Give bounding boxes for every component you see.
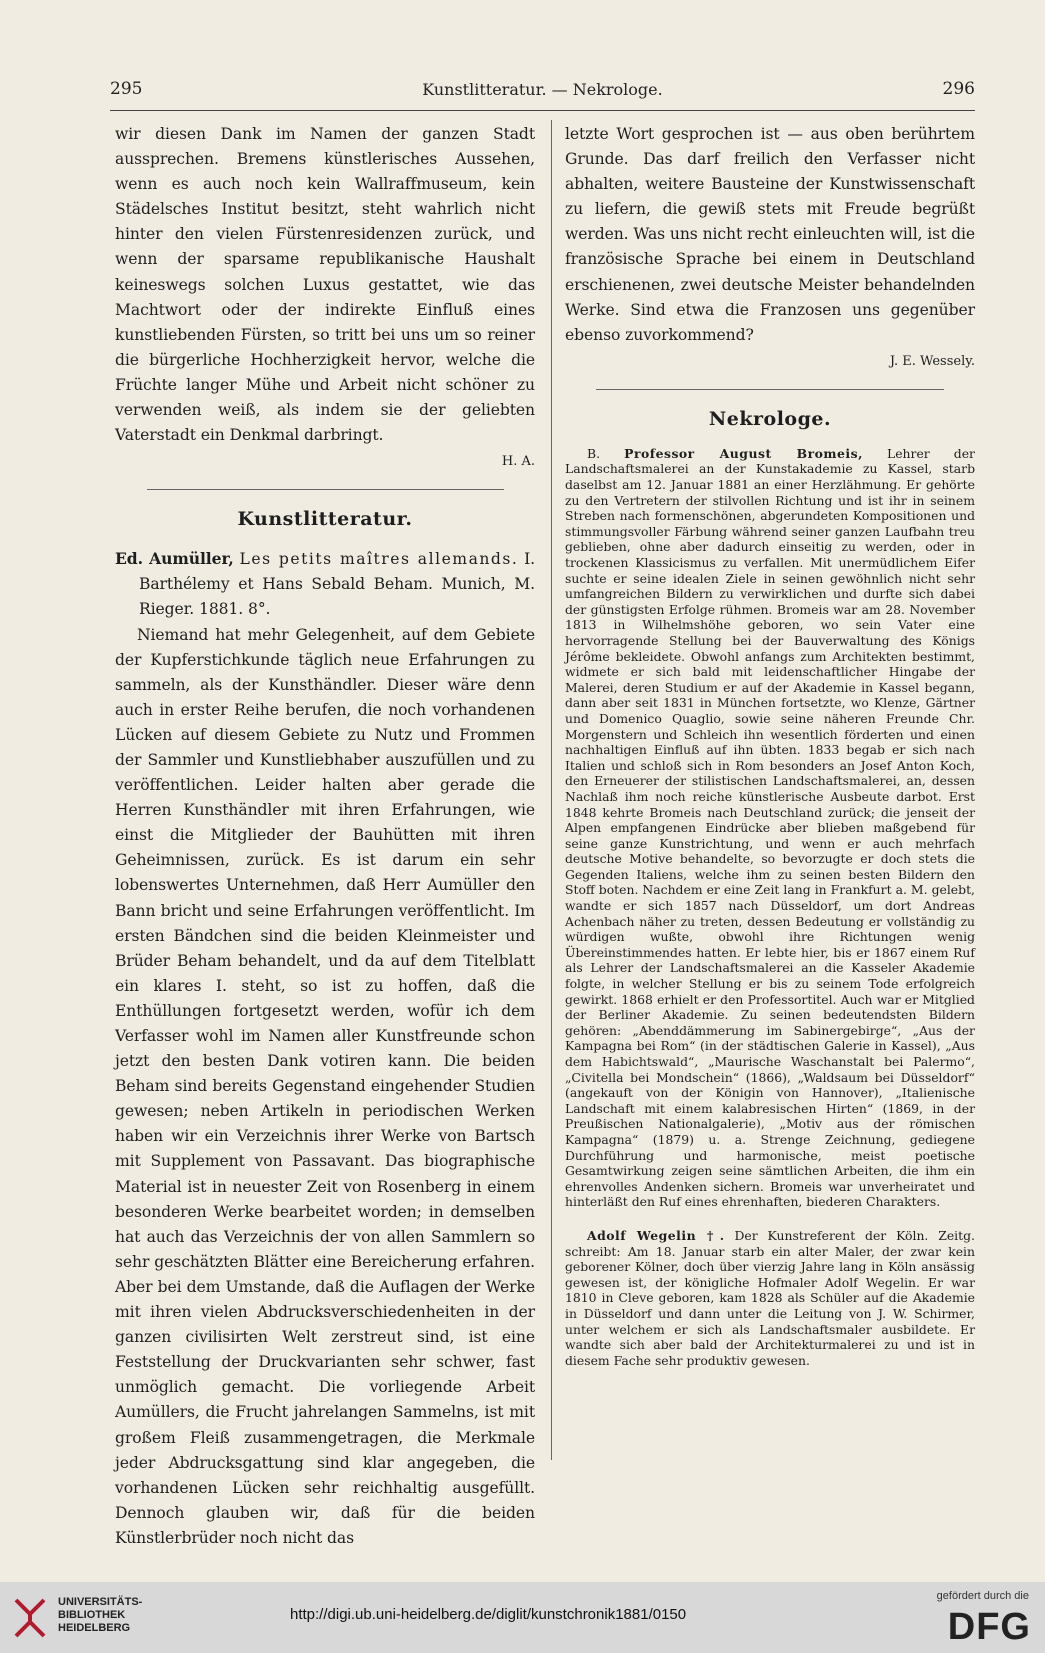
page-number-right: 296 (942, 79, 975, 99)
section-title-nekrologe: Nekrologe. (708, 407, 832, 430)
bib-author: Ed. Aumüller, (115, 549, 234, 569)
left-signature: H. A. (501, 454, 535, 470)
library-name-line-1: UNIVERSITÄTS- (58, 1596, 143, 1608)
left-column (115, 122, 535, 1551)
left-paragraph-1: wir diesen Dank im Namen der ganzen Stadt aussprechen. Bremens künstlerisches Aussehen, wenn es auch noch kein Wallraffmuseum, kein Städelsches Institut besitzt, steht wahrlich nicht hinter den vielen Fürstenresidenzen zurück, und wenn der sparsame republikanische Haushalt keineswegs solchen Luxus gestattet, wie das Machtwort oder der indirekte Einfluß eines kunstliebenden Fürsten, so tritt bei uns um so reiner die bürgerliche Hochherzigkeit hervor, welche die Früchte langer Mühe und Arbeit nicht schöner zu verwenden weiß, als indem sie der geliebten Vaterstadt ein Denkmal darbringt. (115, 125, 535, 445)
left-paragraph-2: Niemand hat mehr Gelegenheit, auf dem Gebiete der Kupferstichkunde täglich neue Erfahrungen zu sammeln, als der Kunsthändler. Dieser wäre denn auch in erster Reihe berufen, die noch vorhandenen Lücken auf diesem Gebiete zu Nutz und Frommen der Sammler und Kunstliebhaber auszufüllen und zu veröffentlichen. Leider halten aber gerade die Herren Kunsthändler mit ihren Erfahrungen, wie einst die Mitglieder der Bauhütten mit ihren Geheimnissen, zurück. Es ist darum ein sehr lobenswertes Unternehmen, daß Herr Aumüller den Bann bricht und seine Erfahrungen veröffentlicht. Im ersten Bändchen sind die beiden Kleinmeister und Brüder Beham behandelt, und da auf dem Titelblatt ein klares I. steht, so ist zu hoffen, daß die Enthüllungen fortgesetzt werden, wofür ich dem Verfasser wohl im Namen aller Kunstfreunde schon jetzt den besten Dank votiren kann. Die beiden Beham sind bereits Gegenstand eingehender Studien gewesen; neben Artikeln in periodischen Werken haben wir ein Verzeichnis ihrer Werke von Bartsch mit Supplement von Passavant. Das biographische Material ist in neuester Zeit von Rosenberg in einem besonderen Werke bearbeitet worden; in demselben hat auch das Verzeichnis der von allen Sammlern so sehr geschätzten Blätter eine Bereicherung erfahren. Aber bei dem Umstande, daß die Auflagen der Werke mit ihren vielen Abdrucksverschiedenheiten in der ganzen civilisirten Welt zerstreut sind, ist eine Feststellung der Druckvarianten sehr schwer, fast unmöglich gemacht. Die vorliegende Arbeit Aumüllers, die Frucht jahrelangen Sammelns, ist mit großem Fleiß zusammengetragen, die Merkmale jeder Abdrucksgattung sind klar angegeben, die vorhandenen Lücken sehr reichhaltig ausgefüllt. Dennoch glauben wir, daß für die beiden Künstlerbrüder noch nicht das (115, 625, 535, 1547)
right-paragraph-1: letzte Wort gesprochen ist — aus oben berührtem Grunde. Das darf freilich den Verfasser nicht abhalten, weitere Bausteine der Kunstwissenschaft zu liefern, die gewiß stets mit Freude begrüßt werden. Was uns nicht recht einleuchten will, ist die französische Sprache bei einem in Deutschland erschienenen, zwei deutsche Meister behandelnden Werke. Sind etwa die Franzosen uns gegenüber ebenso zuvorkommend? (565, 125, 976, 344)
obituary-name-bromeis: Professor August Bromeis, (624, 445, 863, 461)
running-title: Kunstlitteratur. — Nekrologe. (422, 79, 663, 99)
bibliography-entry (115, 546, 535, 622)
permalink-url[interactable]: http://digi.ub.uni-heidelberg.de/diglit/kunstchronik1881/0150 (290, 1606, 687, 1623)
obituary-text-bromeis: Lehrer der Landschaftsmalerei an der Kunstakademie zu Kassel, starb daselbst am 12. Januar 1881 an einer Herzlähmung. Er gehörte zu den Vertretern der stilvollen Richtung und ist ihr in seinem Streben nach formenschönen, abgerundeten Kompositionen und stimmungsvoller Färbung während seiner ganzen Laufbahn treu geblieben, ohne aber dadurch einseitig zu werden, oder in trockenen Klassicismus zu verfallen. Mit unermüdlichem Eifer suchte er seine idealen Ziele in seinen gewöhnlich nicht sehr umfangreichen Bildern zu verwirklichen und durfte sich dabei der günstigsten Erfolge rühmen. Bromeis war am 28. November 1813 in Wilhelmshöhe geboren, wo sein Vater eine hervorragende Stellung bei der Bauverwaltung des Königs Jérôme bekleidete. Obwohl anfangs zum Architekten bestimmt, widmete er sich bald mit leidenschaftlicher Hingabe der Malerei, deren Studium er auf der Akademie in Kassel begann, dann aber seit 1831 in München fortsetzte, wo Klenze, Gärtner und Domenico Quaglio, sowie seine näheren Freunde Chr. Morgenstern und Schleich ihn wesentlich förderten und einen nachhaltigen Einfluß auf ihn übten. 1833 begab er sich nach Italien und schloß sich in Rom besonders an Josef Anton Koch, den Erneuerer der stilistischen Landschaftsmalerei, an, dessen Nachlaß ihm noch reiche künstlerische Ausbeute darbot. Erst 1848 kehrte Bromeis nach Deutschland zurück; die jenseit der Alpen empfangenen Eindrücke aber blieben maßgebend für seine ganze Kunstrichtung, und wenn er auch mehrfach deutsche Motive behandelte, so bevorzugte er doch stets die Gegenden Italiens, welche ihm zu seinen besten Bildern den Stoff boten. Nachdem er eine Zeit lang in Frankfurt a. M. gelebt, wandte er sich 1857 nach Düsseldorf, um dort Andreas Achenbach näher zu treten, dessen Bedeutung er vollständig zu würdigen wußte, obwohl ihre Richtungen wenig Übereinstimmendes hatten. Er lebte hier, bis er 1867 einem Ruf als Lehrer der Landschaftsmalerei an die Kasseler Akademie folgte, in welcher Stellung er bis zu seinem Tode erfolgreich gewirkt. 1868 erhielt er den Professortitel. Auch war er Mitglied der Berliner Akademie. Zu seinen bedeutendsten Bildern gehören: „Abenddämmerung im Sabinergebirge“, „Aus der Kampagna bei Rom“ (in der städtischen Galerie in Kassel), „Aus dem Habichtswald“, „Maurische Waschanstalt bei Palermo“, „Civitella bei Mondschein“ (1866), „Waldsaum bei Düsseldorf“ (angekauft von der Königin von Hannover), „Italienische Landschaft mit einem kalabresischen Hirten“ (1869, in der Preußischen Nationalgalerie), „Motiv aus der römischen Kampagna“ (1879) u. a. Strenge Zeichnung, gediegene Durchführung und harmonische, meist poetische Gesamtwirkung zeigen seine sämtlichen Arbeiten, die ihm ein ehrenvolles Andenken sichern. Bromeis war unverheiratet und hinterläßt den Ruf eines ehrenhaften, biederen Charakters. (565, 445, 975, 1210)
library-name (58, 1596, 142, 1635)
column-divider (551, 120, 552, 1460)
dfg-logo: DFG (947, 1606, 1031, 1648)
obituary-bromeis (565, 446, 975, 1210)
obituary-initial: B. (587, 445, 601, 461)
running-header (110, 74, 975, 104)
obituary-wegelin (565, 1228, 975, 1368)
obituary-divider (565, 1210, 975, 1228)
library-name-line-2: BIBLIOTHEK (58, 1609, 126, 1621)
right-signature: J. E. Wessely. (889, 353, 975, 369)
funding-label: gefördert durch die (936, 1590, 1029, 1602)
university-logo-icon (10, 1596, 50, 1640)
section-title-kunstlitteratur: Kunstlitteratur. (237, 508, 413, 531)
section-divider (147, 489, 504, 490)
page-number-left: 295 (110, 79, 143, 99)
obituary-text-wegelin: Der Kunstreferent der Köln. Zeitg. schreibt: Am 18. Januar starb ein alter Maler, der zwar kein geborener Kölner, doch über vierzig Jahre lang in Köln ansässig gewesen ist, der königliche Hofmaler Adolf Wegelin. Er war 1810 in Cleve geboren, kam 1828 als Schüler auf die Akademie in Düsseldorf und dann unter die Leitung von J. W. Schirmer, unter welchem er sich als Landschaftsmaler ausbildete. Er wandte sich aber bald der Architekturmalerei zu und ist in diesem Fache sehr produktiv gewesen. (565, 1227, 975, 1368)
bib-title: Les petits maîtres allemands. (239, 550, 519, 569)
obituary-name-wegelin: Adolf Wegelin †. (587, 1227, 725, 1243)
section-divider (596, 389, 945, 390)
header-rule (110, 110, 975, 111)
footer-bar (0, 1582, 1045, 1653)
library-name-line-3: HEIDELBERG (58, 1622, 131, 1634)
right-column (565, 122, 975, 1368)
bib-details: I. Barthélemy et Hans Sebald Beham. Munich, M. Rieger. 1881. 8°. (139, 550, 536, 619)
